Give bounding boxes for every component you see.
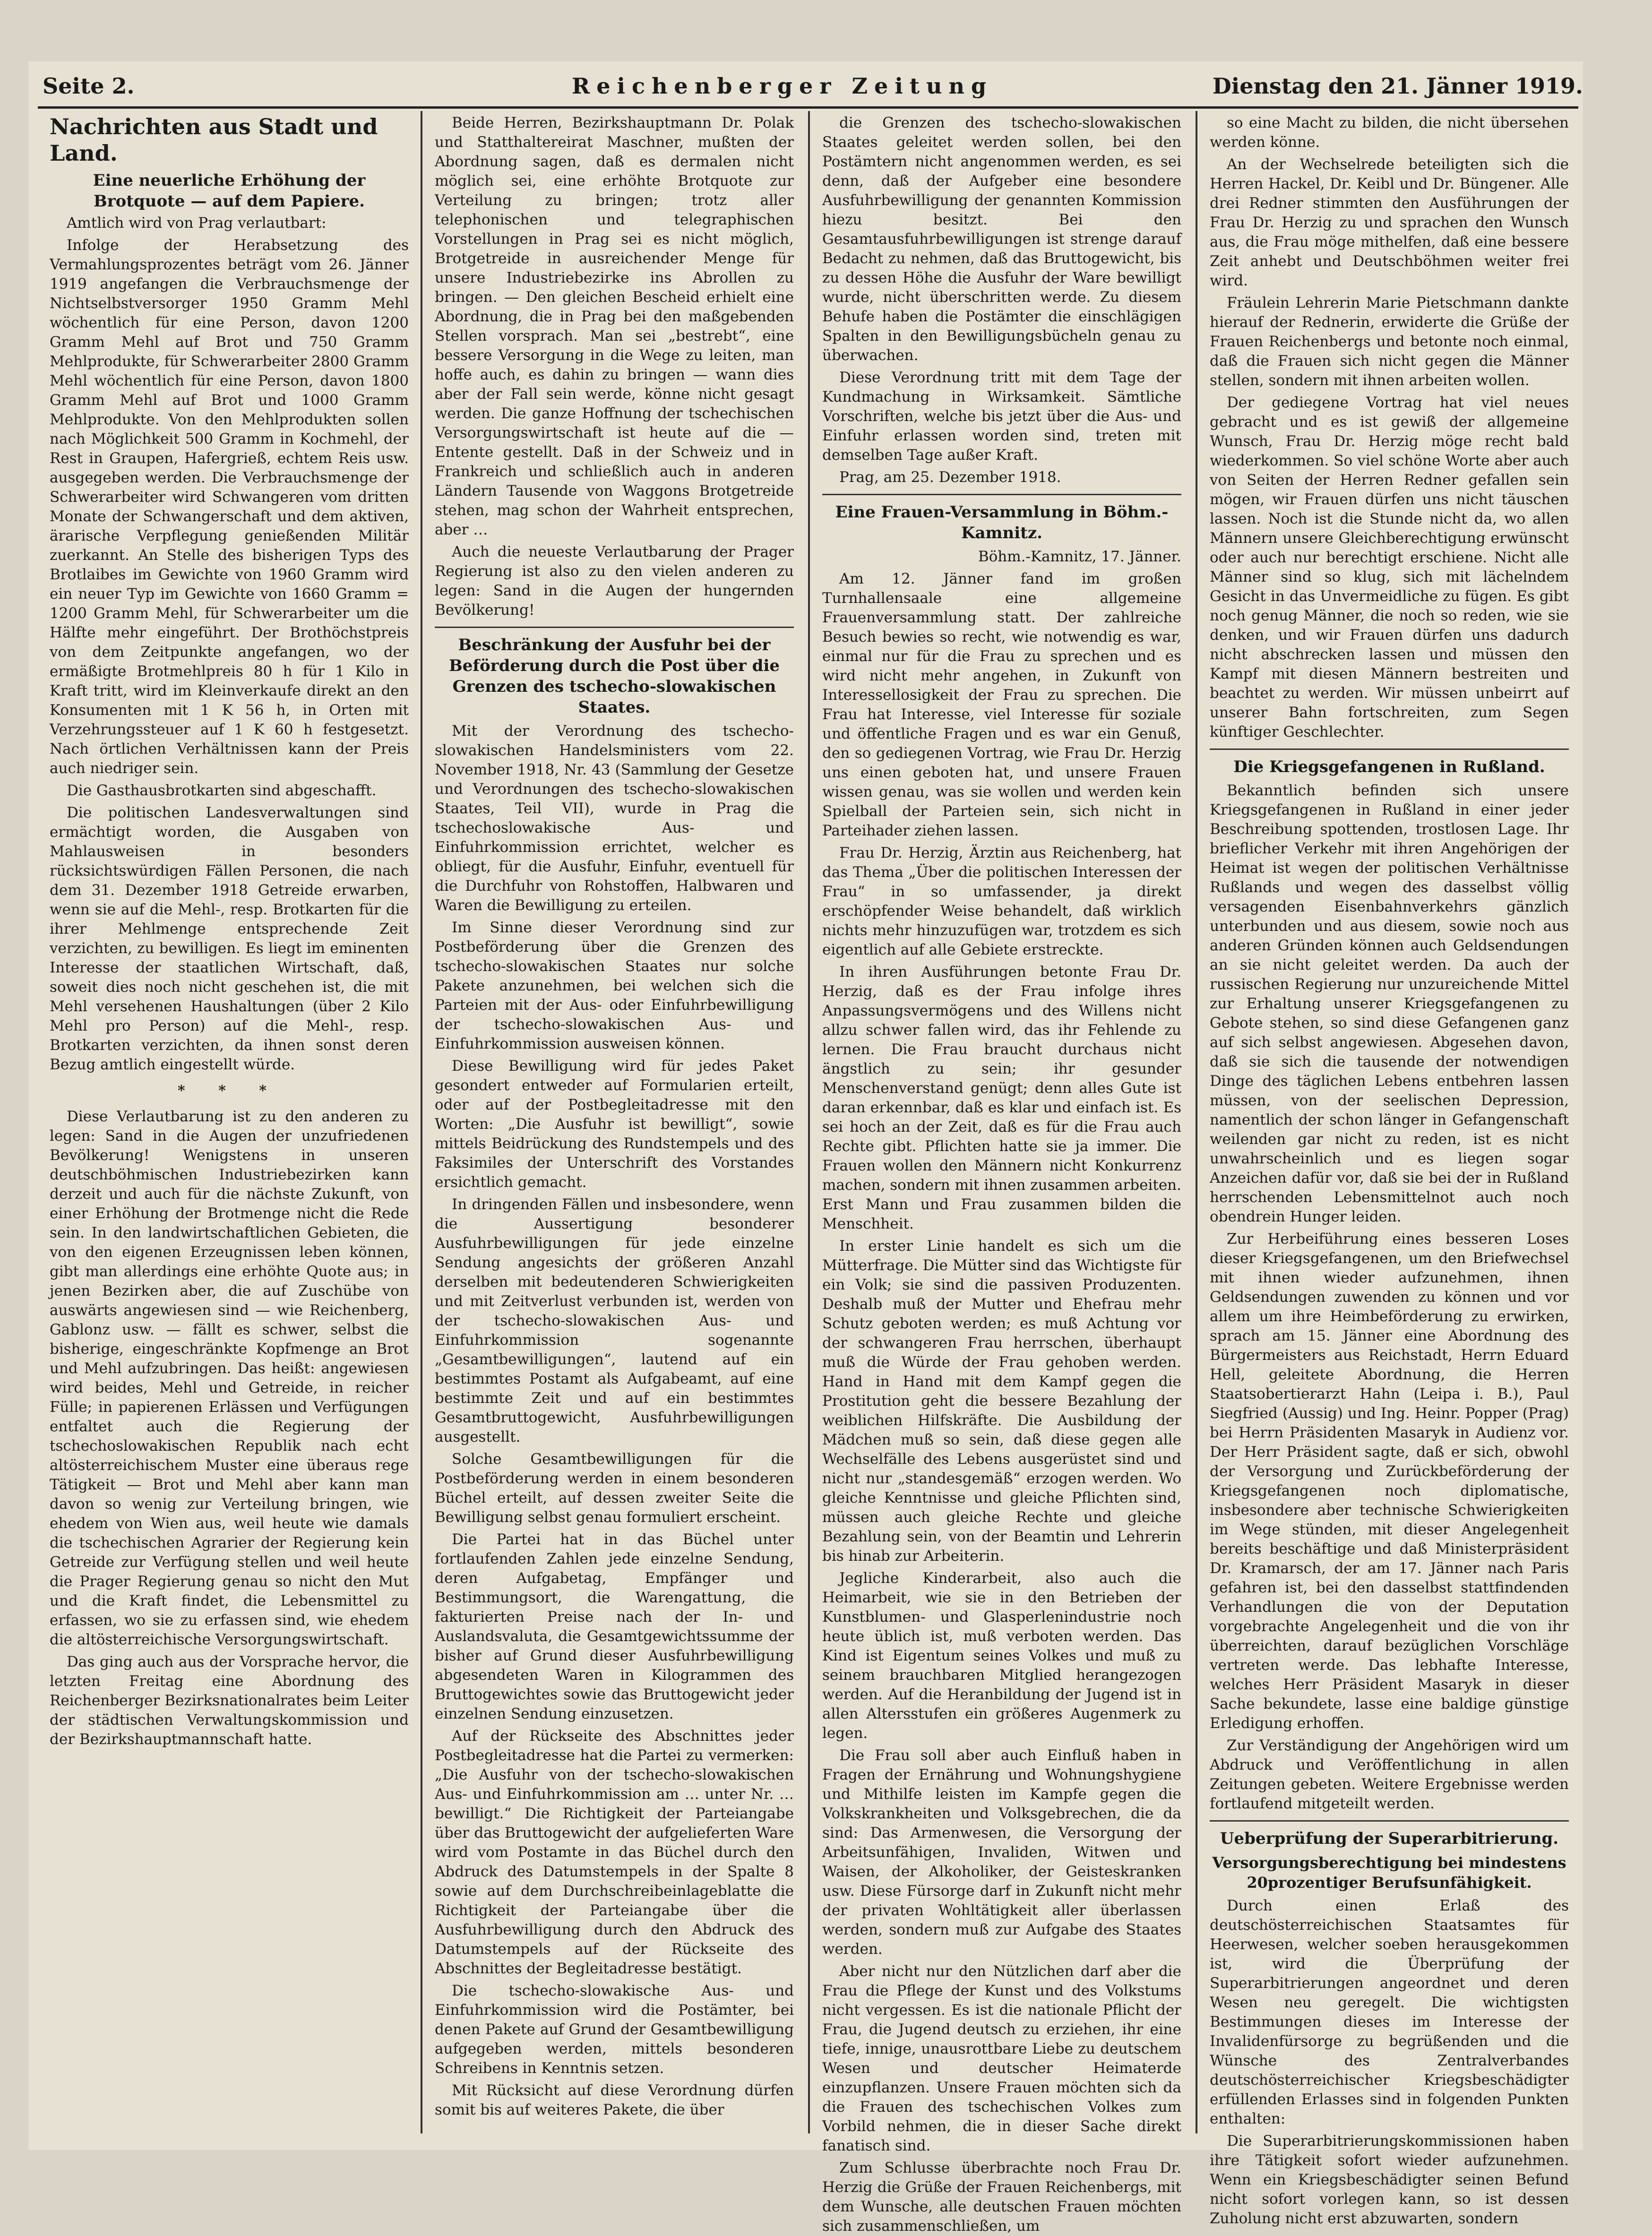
paragraph: Die tschecho-slowakische Aus- und Einfuhrkommission wird die Postämter, bei denen Pakete auf Grund der Gesamtbewilligung aufgegeben werden, mittels besonderen Schreibens in Kenntnis setzen. — [435, 1982, 794, 2077]
paragraph: In ihren Ausführungen betonte Frau Dr. Herzig, daß es der Frau infolge ihres Anpassungsvermögens und des Willens nicht allzu schwer fallen wird, das ihr Fehlende zu lernen. Die Frau braucht durchaus nicht ängstlich zu sein; ihr gesunder Menschenverstand genügt; denn alles Gute ist daran erkennbar, daß es klar und einfach ist. Es sei hoch an der Zeit, daß es für die Frau auch Rechte gibt. Pflichten hatte sie ja immer. Die Frauen wollen den Männern nicht Konkurrenz machen, sondern mit ihnen zusammen arbeiten. Erst Mann und Frau zusammen bilden die Menschheit. — [822, 963, 1181, 1232]
separator-stars: * * * — [178, 1083, 281, 1099]
paragraph: Der gediegene Vortrag hat viel neues gebracht und es ist gewiß der allgemeine Wunsch, Frau Dr. Herzig möge recht bald wiederkommen. So viel schöne Worte aber auch von Seiten der Herren Redner gefallen sein mögen, wir Frauen dürfen uns nicht täuschen lassen. Noch ist die Stunde nicht da, wo allen Männern unsere Gleichberechtigung erwünscht oder auch nur berechtigt erschiene. Nicht alle Männer sind so klug, sich mit lächelndem Gesicht in das Unvermeidliche zu fügen. Es gibt noch genug Männer, die noch so reden, wie sie denken, und wir Frauen dürfen uns dadurch nicht abschrecken lassen und müssen den Kampf mit diesen Männern bestreiten und beachtet zu werden. Wir müssen unbeirrt auf unserer Bahn fortschreiten, zum Segen künftiger Geschlechter. — [1210, 394, 1569, 740]
paragraph: die Grenzen des tschecho-slowakischen Staates geleitet werden sollen, bei den Postämtern nicht angenommen werden, es sei denn, daß der Aufgeber eine besondere Ausfuhrbewilligung der genannten Kommission hiezu besitzt. Bei den Gesamtausfuhrbewilligungen ist strenge darauf Bedacht zu nehmen, daß das Bruttogewicht, bis zu dessen Höhe die Ausfuhr der Ware bewilligt wurde, nicht überschritten werde. Zu diesem Behufe haben die Postämter die einschlägigen Spalten in den Bewilligungsbücheln genau zu überwachen. — [822, 114, 1181, 364]
paragraph: Die Gasthausbrotkarten sind abgeschafft. — [67, 782, 377, 799]
paragraph: Diese Bewilligung wird für jedes Paket gesondert entweder auf Formularien erteilt, oder auf der Postbegleitadresse mit den Worten: „Die Ausfuhr ist bewilligt“, sowie mittels Beidrückung des Rundstempels und des Faksimiles der Unterschrift des Vorstandes ersichtlich gemacht. — [435, 1058, 794, 1191]
paragraph: Auf der Rückseite des Abschnittes jeder Postbegleitadresse hat die Partei zu vermerken: „Die Ausfuhr von der tschecho-slowakischen Aus- und Einfuhrkommission am … unter Nr. … bewilligt.“ Die Richtigkeit der Parteiangabe über das Bruttogewicht der aufgelieferten Ware wird vom Postamte in das Büchel durch den Abdruck des Datumstempels in der Spalte 8 sowie auf dem Durchschreibeinlageblatte die Richtigkeit der Parteiangabe über die Ausfuhrbewilligung durch den Abdruck des Datumstempels auf der Rückseite des Abschnittes der Begleitadresse bestätigt. — [435, 1728, 794, 1977]
article-column-1 — [50, 113, 409, 2131]
paragraph: Diese Verordnung tritt mit dem Tage der Kundmachung in Wirksamkeit. Sämtliche Vorschriften, welche bis jetzt über die Aus- und Einfuhr erlassen worden sind, treten mit demselben Tage außer Kraft. — [822, 369, 1181, 464]
section-heading: Nachrichten aus Stadt und Land. — [50, 114, 378, 166]
paragraph: Die politischen Landesverwaltungen sind ermächtigt worden, die Ausgaben von Mahlausweisen in besonders rücksichtswürdigen Fällen Personen, die nach dem 31. Dezember 1918 Getreide erwarben, wenn sie auf die Mehl-, resp. Brotkarten für die ihrer Mehlmenge entsprechende Zeit verzichten, zu bewilligen. Es liegt im eminenten Interesse der staatlichen Wirtschaft, daß, soweit dies noch nicht geschehen ist, die mit Mehl versehenen Haushaltungen (über 2 Kilo Mehl pro Person) auf die Mehl-, resp. Brotkarten verzichten, da ihnen sonst deren Bezug amtlich eingestellt würde. — [50, 804, 409, 1073]
article-column-4 — [1210, 113, 1569, 2227]
page-number: Seite 2. — [43, 73, 135, 99]
article-headline: Die Kriegsgefangenen in Rußland. — [1210, 748, 1569, 777]
paragraph: Auch die neueste Verlautbarung der Prager Regierung ist also zu den vielen anderen zu legen: Sand in die Augen der hungernden Bevölkerung! — [435, 543, 794, 619]
paragraph: Infolge der Herabsetzung des Vermahlungsprozentes beträgt vom 26. Jänner 1919 angefangen die Verbrauchsmenge der Nichtselbstversorger 1950 Gramm Mehl wöchentlich für eine Person, davon 1200 Gramm Mehl auf Brot und 750 Gramm Mehlprodukte, für Schwerarbeiter 2800 Gramm Mehl wöchentlich für eine Person, davon 1800 Gramm Mehl auf Brot und 1000 Gramm Mehlprodukte. Von den Mehlprodukten sollen nach Möglichkeit 500 Gramm in Kochmehl, der Rest in Graupen, Hafergrieß, echtem Reis usw. ausgegeben werden. Die Verbrauchsmenge der Schwerarbeiter wird Schwangeren vom dritten Monate der Schwangerschaft und dem aktiven, ärarische Verpflegung genießenden Militär zuerkannt. An Stelle des bisherigen Typs des Brotlaibes im Gewichte von 1960 Gramm wird ein neuer Typ im Gewichte von 1660 Gramm = 1200 Gramm Mehl, für Schwerarbeiter um die Hälfte mehr eingeführt. Der Brothöchstpreis von dem Zeitpunkte angefangen, wo der ermäßigte Brotmehlpreis 80 h für 1 Kilo in Kraft tritt, wird im Kleinverkaufe direkt an den Konsumenten mit 1 K 56 h, in Orten mit Verzehrungssteuer auf 1 K 60 h festgesetzt. Nach örtlichen Verhältnissen kann der Preis auch niedriger sein. — [50, 237, 409, 777]
column-divider — [808, 111, 810, 2133]
paragraph: Bekanntlich befinden sich unsere Kriegsgefangenen in Rußland in einer jeder Beschreibung spottenden, trostlosen Lage. Ihr brieflicher Verkehr mit ihren Angehörigen der Heimat ist wegen der politischen Verhältnisse Rußlands und wegen des dasselbst völlig versagenden Eisenbahnverkehrs gänzlich unterbunden und aus diesem, sowie noch aus anderen Gründen können auch Geldsendungen an sie nicht geleitet werden. Da auch der russischen Regierung nur unzureichende Mittel zur Erhaltung unserer Kriegsgefangenen zu Gebote stehen, so sind diese Gefangenen ganz auf sich selbst angewiesen. Abgesehen davon, daß sie sich die tausende der notwendigen Dinge des täglichen Lebens entbehren lassen müssen, von der seelischen Depression, namentlich der schon länger in Gefangenschaft weilenden gar nicht zu reden, ist es nicht unwahrscheinlich und es liegen sogar Anzeichen dafür vor, daß sie bei der in Rußland herrschenden Lebensmittelnot auch noch obendrein Hunger leiden. — [1210, 782, 1569, 1225]
paragraph: Zur Verständigung der Angehörigen wird um Abdruck und Veröffentlichung in allen Zeitungen gebeten. Weitere Ergebnisse werden fortlaufend mitgeteilt werden. — [1210, 1737, 1569, 1812]
paragraph: Diese Verlautbarung ist zu den anderen zu legen: Sand in die Augen der unzufriedenen Bevölkerung! Wenigstens in unseren deutschböhmischen Industriebezirken kann derzeit und auch für die nächste Zukunft, von einer Erhöhung der Brotmenge nicht die Rede sein. In den landwirtschaftlichen Gebieten, die von den eigenen Erzeugnissen leben können, gibt man allerdings eine erhöhte Quote aus; in jenen Bezirken aber, die auf Zuschübe von auswärts angewiesen sind — wie Reichenberg, Gablonz usw. — fällt es schwer, selbst die bisherige, eingeschränkte Kopfmenge an Brot und Mehl aufzubringen. Das heißt: angewiesen wird beides, Mehl und Getreide, in reicher Fülle; in papierenen Erlässen und Verfügungen entfaltet auch die Regierung der tschechoslowakischen Republik nach echt altösterreichischem Muster eine überaus rege Tätigkeit — Brot und Mehl aber kann man davon so wenig zur Verteilung bringen, wie ehedem von Wien aus, weil heute wie damals die tschechischen Agrarier der Regierung kein Getreide zur Verfügung stellen und weil heute die Prager Regierung genau so nicht den Mut und die Kraft findet, die Lebensmittel zu erfassen, wo sie zu erfassen sind, wie ehedem die altösterreichische Versorgungswirtschaft. — [50, 1108, 409, 1648]
paragraph: Die Frau soll aber auch Einfluß haben in Fragen der Ernährung und Wohnungshygiene und Mithilfe leisten im Kampfe gegen die Volkskrankheiten und Volksgebrechen, die da sind: Das Armenwesen, die Versorgung der Arbeitsunfähigen, Invaliden, Witwen und Waisen, der Alkoholiker, der Geisteskranken usw. Diese Fürsorge darf in Zukunft nicht mehr der privaten Wohltätigkeit aller überlassen werden, sondern muß zur Aufgabe des Staates werden. — [822, 1747, 1181, 1958]
issue-date: Dienstag den 21. Jänner 1919. — [1212, 73, 1583, 99]
paragraph: Frau Dr. Herzig, Ärztin aus Reichenberg, hat das Thema „Über die politischen Interessen der Frau“ in so umfassender, ja direkt erschöpfender Weise behandelt, daß wirklich nichts mehr hinzuzufügen war, trotzdem es sich eigentlich auf alle Gebiete erstreckte. — [822, 844, 1181, 958]
article-headline: Eine Frauen-Versammlung in Böhm.-Kamnitz. — [822, 494, 1181, 543]
article-column-2 — [435, 113, 794, 2131]
column-divider — [1196, 111, 1197, 2133]
article-subheadline: Versorgungsberechtigung bei mindestens 20prozentiger Berufsunfähigkeit. — [1212, 1854, 1566, 1892]
page-header — [28, 69, 1583, 102]
article-column-3 — [822, 113, 1181, 2235]
dateline: Böhm.-Kamnitz, 17. Jänner. — [978, 548, 1181, 565]
article-headline: Beschränkung der Ausfuhr bei der Beförderung durch die Post über die Grenzen des tschecho-slowakischen Staates. — [435, 627, 794, 718]
paragraph: Jegliche Kinderarbeit, also auch die Heimarbeit, wie sie in den Betrieben der Kunstblumen- und Glasperlenindustrie noch heute üblich ist, muß verboten werden. Das Kind ist Eigentum seines Volkes und muß zu seinem brauchbaren Mitglied herangezogen werden. Auf die Heranbildung der Jugend ist in allen Altersstufen ein größeres Augenmerk zu legen. — [822, 1570, 1181, 1742]
article-headline: Ueberprüfung der Superarbitrierung. — [1210, 1820, 1569, 1849]
paragraph: Die Partei hat in das Büchel unter fortlaufenden Zahlen jede einzelne Sendung, deren Aufgabetag, Empfänger und Bestimmungsort, die Warengattung, die fakturierten Preise nach der In- und Auslandsvaluta, die Gesamtgewichtssumme der bisher auf Grund dieser Ausfuhrbewilligung abgesendeten Waren in Kilogrammen des Bruttogewichtes sowie das Bruttogewicht jeder einzelnen Sendung einzusetzen. — [435, 1531, 794, 1722]
article-headline: Eine neuerliche Erhöhung der Brotquote — auf dem Papiere. — [93, 171, 366, 211]
paragraph: Fräulein Lehrerin Marie Pietschmann dankte hierauf der Rednerin, erwiderte die Grüße der Frauen Reichenbergs und betonte noch einmal, daß die Frauen sich nicht gegen die Männer stellen, sondern mit ihnen arbeiten wollen. — [1210, 294, 1569, 389]
paragraph: In erster Linie handelt es sich um die Mütterfrage. Die Mütter sind das Wichtigste für ein Volk; sie sind die passiven Produzenten. Deshalb muß der Mutter und Ehefrau mehr Schutz geboten werden; es muß Achtung vor der schwangeren Frau herrschen, überhaupt muß die Würde der Frau gehoben werden. Hand in Hand mit dem Kampf gegen die Prostitution geht die bessere Bezahlung der weiblichen Hilfskräfte. Die Ausbildung der Mädchen muß so sein, daß diese gegen alle Wechselfälle des Lebens ausgerüstet sind und nicht nur „standesgemäß“ erzogen werden. Wo gleiche Kenntnisse und gleiche Pflichten sind, müssen auch gleiche Rechte und gleiche Bezahlung sein, von der Beamtin und Lehrerin bis hinab zur Arbeiterin. — [822, 1238, 1181, 1565]
paragraph: Zum Schlusse überbrachte noch Frau Dr. Herzig die Grüße der Frauen Reichenbergs, mit dem Wunsche, alle deutschen Frauen möchten sich zusammenschließen, um — [822, 2159, 1181, 2235]
header-rule — [38, 106, 1578, 109]
paragraph: Solche Gesamtbewilligungen für die Postbeförderung werden in einem besonderen Büchel erteilt, auf dessen zweiter Seite die Bewilligung selbst genau formuliert erscheint. — [435, 1451, 794, 1526]
paragraph: Im Sinne dieser Verordnung sind zur Postbeförderung über die Grenzen des tschecho-slowakischen Staates nur solche Pakete anzunehmen, bei welchen sich die Parteien mit der Aus- oder Einfuhrbewilligung der tschecho-slowakischen Aus- und Einfuhrkommission ausweisen können. — [435, 919, 794, 1052]
paragraph: Durch einen Erlaß des deutschösterreichischen Staatsamtes für Heerwesen, welcher soeben herausgekommen ist, wird die Überprüfung der Superarbitrierungen angeordnet und deren Wesen neu geregelt. Die wichtigsten Bestimmungen dieses im Interesse der Invalidenfürsorge zu begrüßenden und die Wünsche des Zentralverbandes deutschösterreichischer Kriegsbeschädigter erfüllenden Erlasses sind in folgenden Punkten enthalten: — [1210, 1897, 1569, 2127]
paragraph: so eine Macht zu bilden, die nicht übersehen werden könne. — [1210, 114, 1569, 151]
paragraph: Am 12. Jänner fand im großen Turnhallensaale eine allgemeine Frauenversammlung statt. Der zahlreiche Besuch bewies so recht, wie notwendig es war, einmal nur für die Frau zu sprechen und es wird nicht mehr angehen, in Zukunft von Interessellosigkeit der Frau zu sprechen. Die Frau hat Interesse, viel Interesse für soziale und öffentliche Fragen und es war ein Genuß, den so gediegenen Vortrag, wie Frau Dr. Herzig uns einen geboten hat, und unsere Frauen wissen genau, was sie wollen und werden kein Spielball der Parteien sein, sich nicht in Parteihader ziehen lassen. — [822, 570, 1181, 839]
paragraph: Mit der Verordnung des tschecho-slowakischen Handelsministers vom 22. November 1918, Nr. 43 (Sammlung der Gesetze und Verordnungen des tschecho-slowakischen Staates, Teil VII), wurde in Prag die tschechoslowakische Aus- und Einfuhrkommission errichtet, welcher es obliegt, für die Ausfuhr, Einfuhr, eventuell für die Durchfuhr von Rohstoffen, Halbwaren und Waren die Bewilligung zu erteilen. — [435, 722, 794, 914]
paragraph: In dringenden Fällen und insbesondere, wenn die Aussertigung besonderer Ausfuhrbewilligungen für jede einzelne Sendung angesichts der größeren Anzahl derselben mit bedeutenderen Schwierigkeiten und mit Zeitverlust verbunden ist, werden von der tschecho-slowakischen Aus- und Einfuhrkommission sogenannte „Gesamtbewilligungen“, lautend auf ein bestimmtes Postamt als Aufgabeamt, auf eine bestimmte Zeit und auf ein bestimmtes Gesamtbruttogewicht, Ausfuhrbewilligungen ausgestellt. — [435, 1196, 794, 1445]
paragraph: Amtlich wird von Prag verlautbart: — [67, 215, 327, 232]
paragraph: Die Superarbitrierungskommissionen haben ihre Tätigkeit sofort wieder aufzunehmen. Wenn ein Kriegsbeschädigter seinen Befund nicht sofort vorlegen kann, so ist dessen Zuholung nicht erst abzuwarten, sondern — [1210, 2133, 1569, 2227]
paragraph: An der Wechselrede beteiligten sich die Herren Hackel, Dr. Keibl und Dr. Büngener. Alle drei Redner stimmten den Ausführungen der Frau Dr. Herzig zu und sprachen den Wunsch aus, die Frau möge mithelfen, daß eine bessere Zeit anhebt und Deutschböhmen weiter frei wird. — [1210, 156, 1569, 289]
paragraph: Das ging auch aus der Vorsprache hervor, die letzten Freitag eine Abordnung des Reichenberger Bezirksnationalrates beim Leiter der städtischen Verwaltungskommission und der Bezirkshauptmannschaft hatte. — [50, 1653, 409, 1748]
masthead-title: Reichenberger Zeitung — [572, 73, 993, 99]
column-divider — [421, 111, 422, 2133]
paragraph: Mit Rücksicht auf diese Verordnung dürfen somit bis auf weiteres Pakete, die über — [435, 2082, 794, 2118]
dateline-signature: Prag, am 25. Dezember 1918. — [839, 469, 1061, 486]
paragraph: Zur Herbeiführung eines besseren Loses dieser Kriegsgefangenen, um den Briefwechsel mit ihnen wieder aufzunehmen, ihnen Geldsendungen zuwenden zu können und vor allem um ihre Heimbeförderung zu erwirken, sprach am 15. Jänner eine Abordnung des Bürgermeisters aus Reichstadt, Herrn Eduard Hell, geleitete Abordnung, die Herren Staatsobertierarzt Hahn (Leipa i. B.), Paul Siegfried (Aussig) und Ing. Heinr. Popper (Prag) bei Herrn Präsidenten Masaryk in Audienz vor. Der Herr Präsident sagte, daß er sich, obwohl der Versorgung und Zurückbeförderung der Kriegsgefangenen noch diplomatische, insbesondere aber technische Schwierigkeiten im Wege stünden, mit dieser Angelegenheit bereits beschäftige und daß Ministerpräsident Dr. Kramarsch, der am 17. Jänner nach Paris gefahren ist, bei den dasselbst stattfindenden Verhandlungen die von der Deputation vorgebrachte Angelegenheit und die von ihr überreichten, darauf bezüglichen Vorschläge vertreten werde. Das lebhafte Interesse, welches Herr Präsident Masaryk in dieser Sache bekundete, lasse eine baldige günstige Erledigung erhoffen. — [1210, 1230, 1569, 1732]
paragraph: Aber nicht nur den Nützlichen darf aber die Frau die Pflege der Kunst und des Volkstums nicht vergessen. Es ist die nationale Pflicht der Frau, die Jugend deutsch zu erziehen, ihr eine tiefe, innige, unausrottbare Liebe zu deutschem Wesen und deutscher Heimaterde einzupflanzen. Unsere Frauen möchten sich da die Frauen des tschechischen Volkes zum Vorbild nehmen, die in dieser Sache direkt fanatisch sind. — [822, 1963, 1181, 2154]
paragraph: Beide Herren, Bezirkshauptmann Dr. Polak und Statthaltereirat Maschner, mußten der Abordnung sagen, daß es dermalen nicht möglich sei, eine erhöhte Brotquote zur Verteilung zu bringen; trotz aller telephonischen und telegraphischen Vorstellungen in Prag sei es nicht möglich, Brotgetreide in ausreichender Menge für unsere Industriebezirke ins Abrollen zu bringen. — Den gleichen Bescheid erhielt eine Abordnung, die in Prag bei den maßgebenden Stellen vorsprach. Man sei „bestrebt“, eine bessere Versorgung in die Wege zu leiten, man hoffe auch, es dahin zu bringen — wann dies aber der Fall sein werde, könne nicht gesagt werden. Die ganze Hoffnung der tschechischen Versorgungswirtschaft ist heute auf die — Entente gestellt. Daß in der Schweiz und in Frankreich und schließlich auch in anderen Ländern Tausende von Waggons Brotgetreide stehen, mag schon der Wahrheit entsprechen, aber … — [435, 114, 794, 538]
